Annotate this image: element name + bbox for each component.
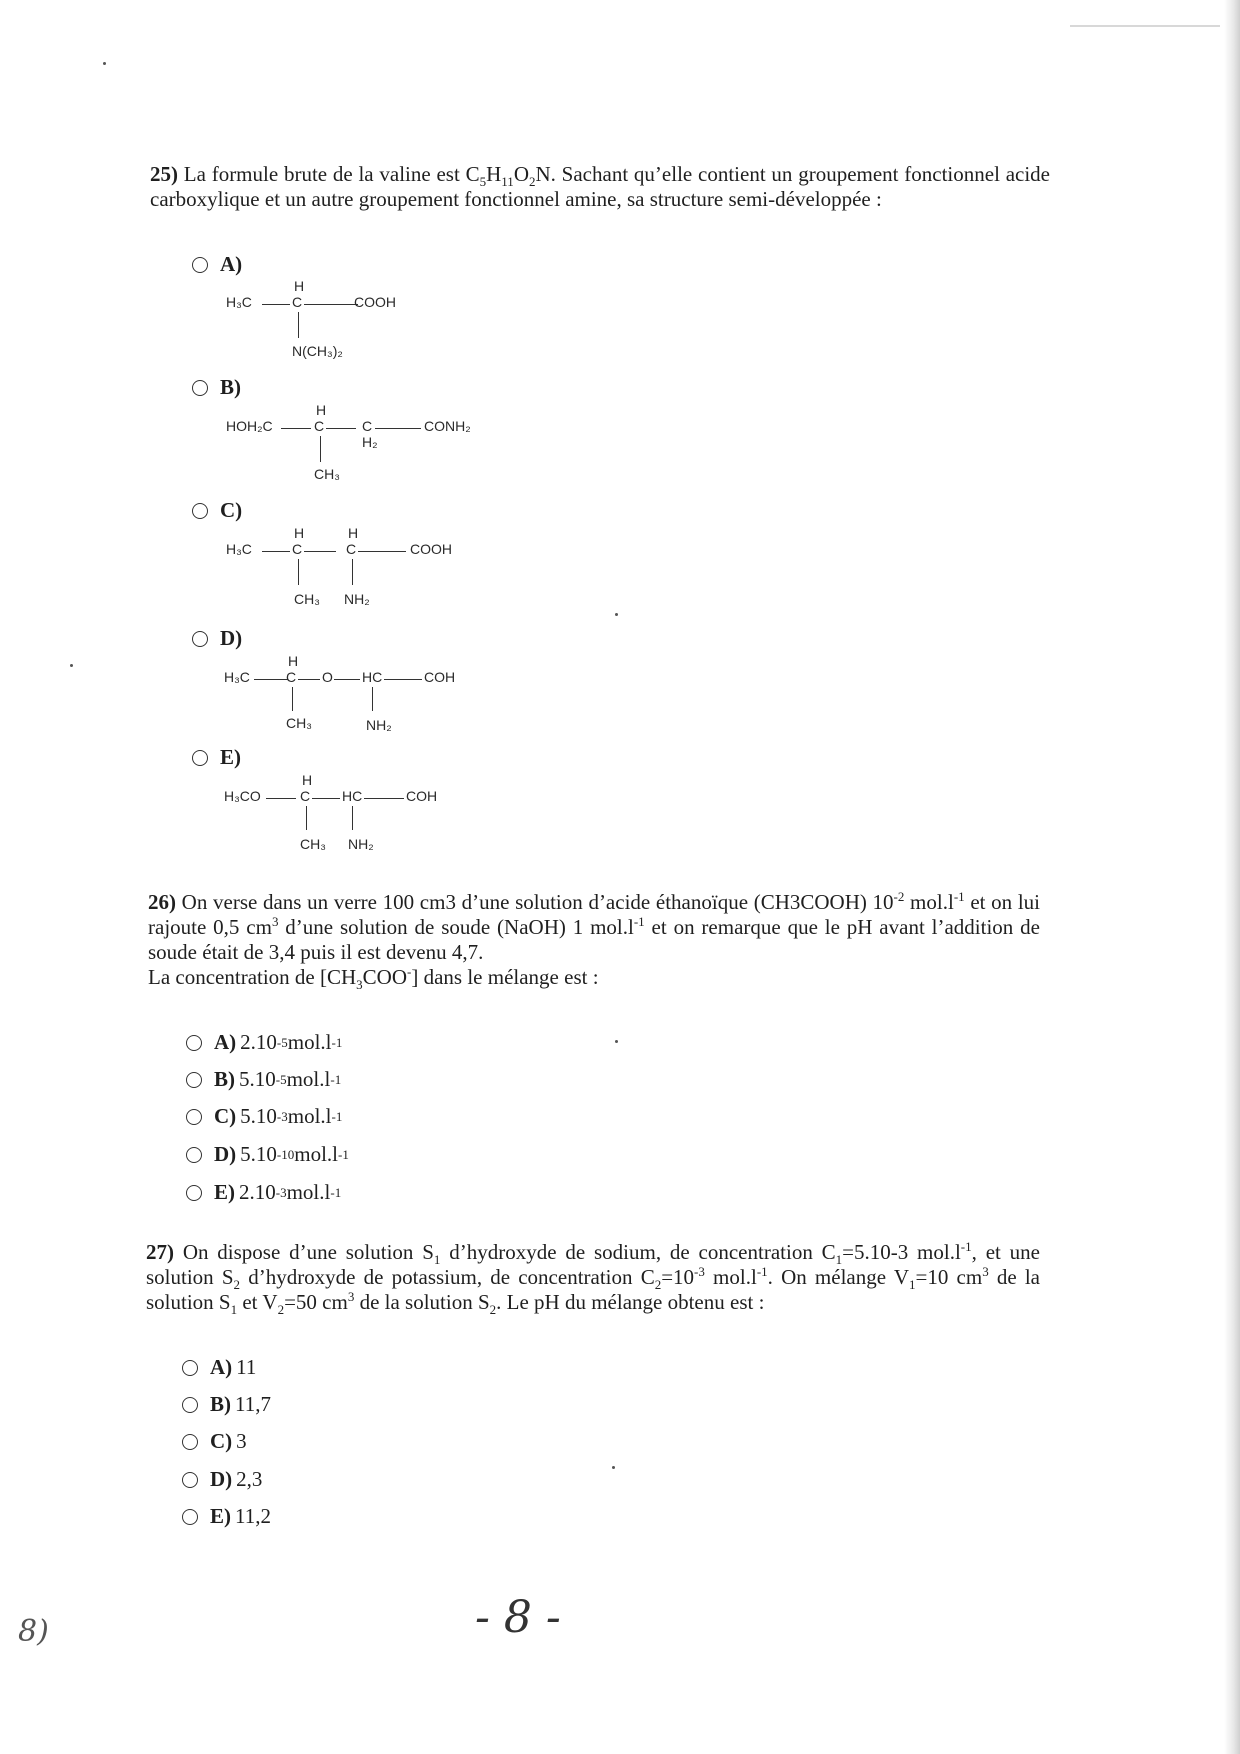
question-27: [146, 1239, 1041, 1318]
q25-option-d[interactable]: D): [192, 626, 246, 651]
handwritten-margin-mark: 8): [18, 1614, 49, 1649]
radio-button[interactable]: [192, 503, 208, 519]
question-26-prompt: La concentration de $[CH_3COO^-]$ dans le mélange est :: [148, 964, 599, 993]
scan-edge-shadow: [1224, 0, 1240, 1754]
q25-option-a[interactable]: A): [192, 252, 246, 277]
radio-button[interactable]: [192, 257, 208, 273]
structure-a: H₃C H C COOH N(CH₃)₂: [226, 278, 396, 359]
structure-e: H₃CO H C HC COH CH₃ NH₂: [224, 772, 438, 852]
radio-button[interactable]: [182, 1434, 198, 1450]
scan-speck: [612, 1466, 615, 1469]
structure-c: H₃C H C H C COOH CH₃ NH₂: [226, 525, 452, 607]
radio-button[interactable]: [192, 631, 208, 647]
radio-button[interactable]: [182, 1472, 198, 1488]
scan-speck: [615, 613, 618, 616]
structure-d: H₃C H C O HC COH CH₃ NH₂: [224, 653, 456, 733]
page-number: - 8 -: [475, 1592, 561, 1643]
radio-button[interactable]: [186, 1109, 202, 1125]
q25-option-b[interactable]: B): [192, 375, 245, 400]
q26-option-e[interactable]: E) 2.10 -3 mol.l -1: [186, 1180, 341, 1205]
question-26: [148, 889, 1041, 993]
q25-option-c[interactable]: C): [192, 498, 246, 523]
q27-option-e[interactable]: E) 11,2: [182, 1504, 271, 1529]
scan-speck: [70, 664, 73, 667]
q25-option-e[interactable]: E): [192, 745, 245, 770]
radio-button[interactable]: [192, 380, 208, 396]
q27-option-a[interactable]: A) 11: [182, 1355, 256, 1380]
question-25: [150, 162, 1050, 212]
q26-option-a[interactable]: A) 2.10 -5 mol.l -1: [186, 1030, 342, 1055]
q26-option-d[interactable]: D) 5.10 -10 mol.l -1: [186, 1142, 349, 1167]
question-27-text: 27) On dispose d’une solution $S_1$ d’hydroxyde de sodium, de concentration $C_1=5.10-3$ $mol.l^{-1}$, et une solution $S_2$ d’hydroxyde de potassium, de concentration $C_2=10^{-3}$ $mol.l^{-1}$. On mélange $V_1=10$ $cm^3$ de la solution $S_1$ et $V_2=50$ $cm^3$ de la solution $S_2$. Le pH du mélange obtenu est :: [146, 1239, 1041, 1318]
q27-option-d[interactable]: D) 2,3: [182, 1467, 262, 1492]
radio-button[interactable]: [192, 750, 208, 766]
radio-button[interactable]: [182, 1509, 198, 1525]
q27-option-b[interactable]: B) 11,7: [182, 1392, 271, 1417]
radio-button[interactable]: [186, 1072, 202, 1088]
radio-button[interactable]: [186, 1147, 202, 1163]
scan-speck: [103, 62, 106, 65]
radio-button[interactable]: [182, 1397, 198, 1413]
radio-button[interactable]: [186, 1185, 202, 1201]
radio-button[interactable]: [182, 1360, 198, 1376]
scan-speck: [615, 1040, 618, 1043]
q26-option-b[interactable]: B) 5.10 -5 mol.l -1: [186, 1067, 341, 1092]
radio-button[interactable]: [186, 1035, 202, 1051]
scan-edge-line: [1070, 25, 1220, 27]
question-25-text: 25) La formule brute de la valine est $C_5H_{11}O_2N$. Sachant qu’elle contient un groupement fonctionnel acide carboxylique et un autre groupement fonctionnel amine, sa structure semi-développée :: [150, 162, 1050, 211]
question-26-text: 26) On verse dans un verre 100 cm3 d’une solution d’acide éthanoïque (CH3COOH) $10^{-2}$ $mol.l^{-1}$ et on lui rajoute 0,5 $cm^3$ d’une solution de soude (NaOH) 1 $mol.l^{-1}$ et on remarque que le pH avant l’addition de soude était de 3,4 puis il est devenu 4,7.: [148, 889, 1041, 964]
q27-option-c[interactable]: C) 3: [182, 1429, 247, 1454]
q26-option-c[interactable]: C) 5.10 -3 mol.l -1: [186, 1104, 342, 1129]
structure-b: HOH₂C H C C H₂ CONH₂ CH₃: [226, 402, 471, 482]
